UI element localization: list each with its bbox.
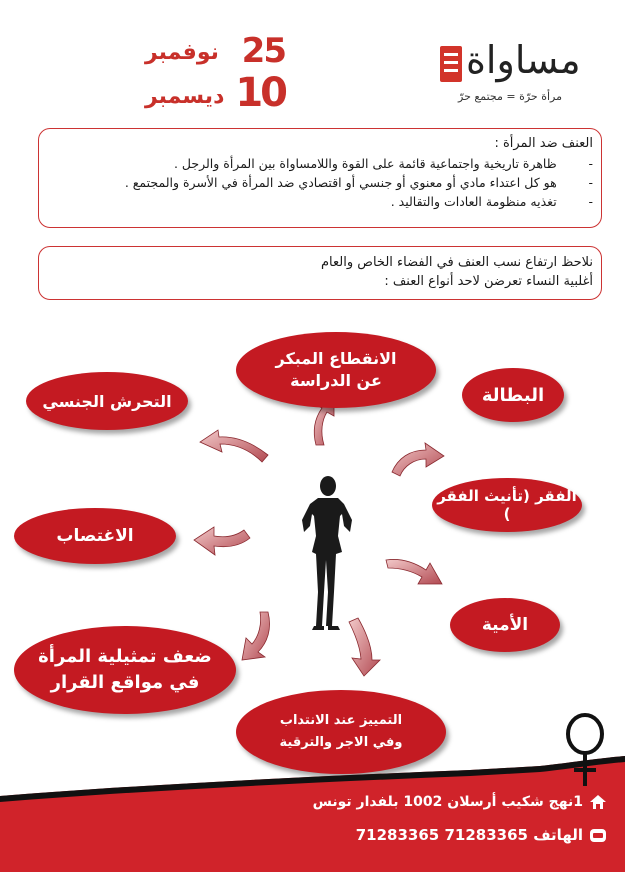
note-line: نلاحظ ارتفاع نسب العنف في الفضاء الخاص والعام xyxy=(320,255,593,270)
arrow-icon xyxy=(392,443,444,476)
bubble-rape: الاغتصاب xyxy=(14,508,176,564)
phone-icon xyxy=(589,826,607,844)
definition-item: ظاهرة تاريخية واجتماعية قائمة على القوة واللامساواة بين المرأة والرجل . xyxy=(173,156,557,171)
date-month-end: ديسمبر xyxy=(145,84,225,109)
note-line: أغلبية النساء تعرضن لاحد أنواع العنف : xyxy=(384,274,593,289)
bubble-dropout: الانقطاع المبكر عن الدراسة xyxy=(236,332,436,408)
bullet: - xyxy=(588,156,593,171)
woman-silhouette-icon xyxy=(296,474,360,634)
female-symbol-icon xyxy=(560,712,610,792)
phone-text: الهاتف 71283365 71283365 xyxy=(355,826,583,844)
arrow-icon xyxy=(194,527,250,555)
arrow-icon xyxy=(242,612,270,660)
footer-background xyxy=(0,700,625,872)
bubble-discrimination: التمييز عند الانتداب وفي الاجر والترقية xyxy=(236,690,446,774)
address-text: 1نهج شكيب أرسلان 1002 بلفدار تونس xyxy=(312,794,583,810)
definition-title: العنف ضد المرأة : xyxy=(494,136,593,151)
bubble-illiteracy: الأمية xyxy=(450,598,560,652)
date-month-start: نوفمبر xyxy=(145,40,219,65)
arrow-icon xyxy=(200,430,268,462)
footer-address xyxy=(313,794,607,810)
footer-phone xyxy=(356,826,607,844)
definition-item: هو كل اعتداء مادي أو معنوي أو جنسي أو اقتصادي ضد المرأة في الأسرة والمجتمع . xyxy=(124,175,557,190)
bullet: - xyxy=(588,175,593,190)
arrow-icon xyxy=(386,559,442,584)
bubble-poverty: الفقر (تأنيث الفقر ) xyxy=(432,478,582,532)
bubble-harassment: التحرش الجنسي xyxy=(26,372,188,430)
date-number-start: 25 xyxy=(241,31,285,71)
date-number-end: 10 xyxy=(235,70,285,116)
home-icon xyxy=(589,794,607,810)
logo-tagline: مرأة حرّة = مجتمع حرّ xyxy=(458,90,563,103)
logo-title: مساواة xyxy=(466,38,581,82)
bullet: - xyxy=(588,194,593,209)
definition-item: تغذيه منظومة العادات والتقاليد . xyxy=(390,194,557,209)
bubble-unemployment: البطالة xyxy=(462,368,564,422)
bubble-representation: ضعف تمثيلية المرأة في مواقع القرار xyxy=(14,626,236,714)
